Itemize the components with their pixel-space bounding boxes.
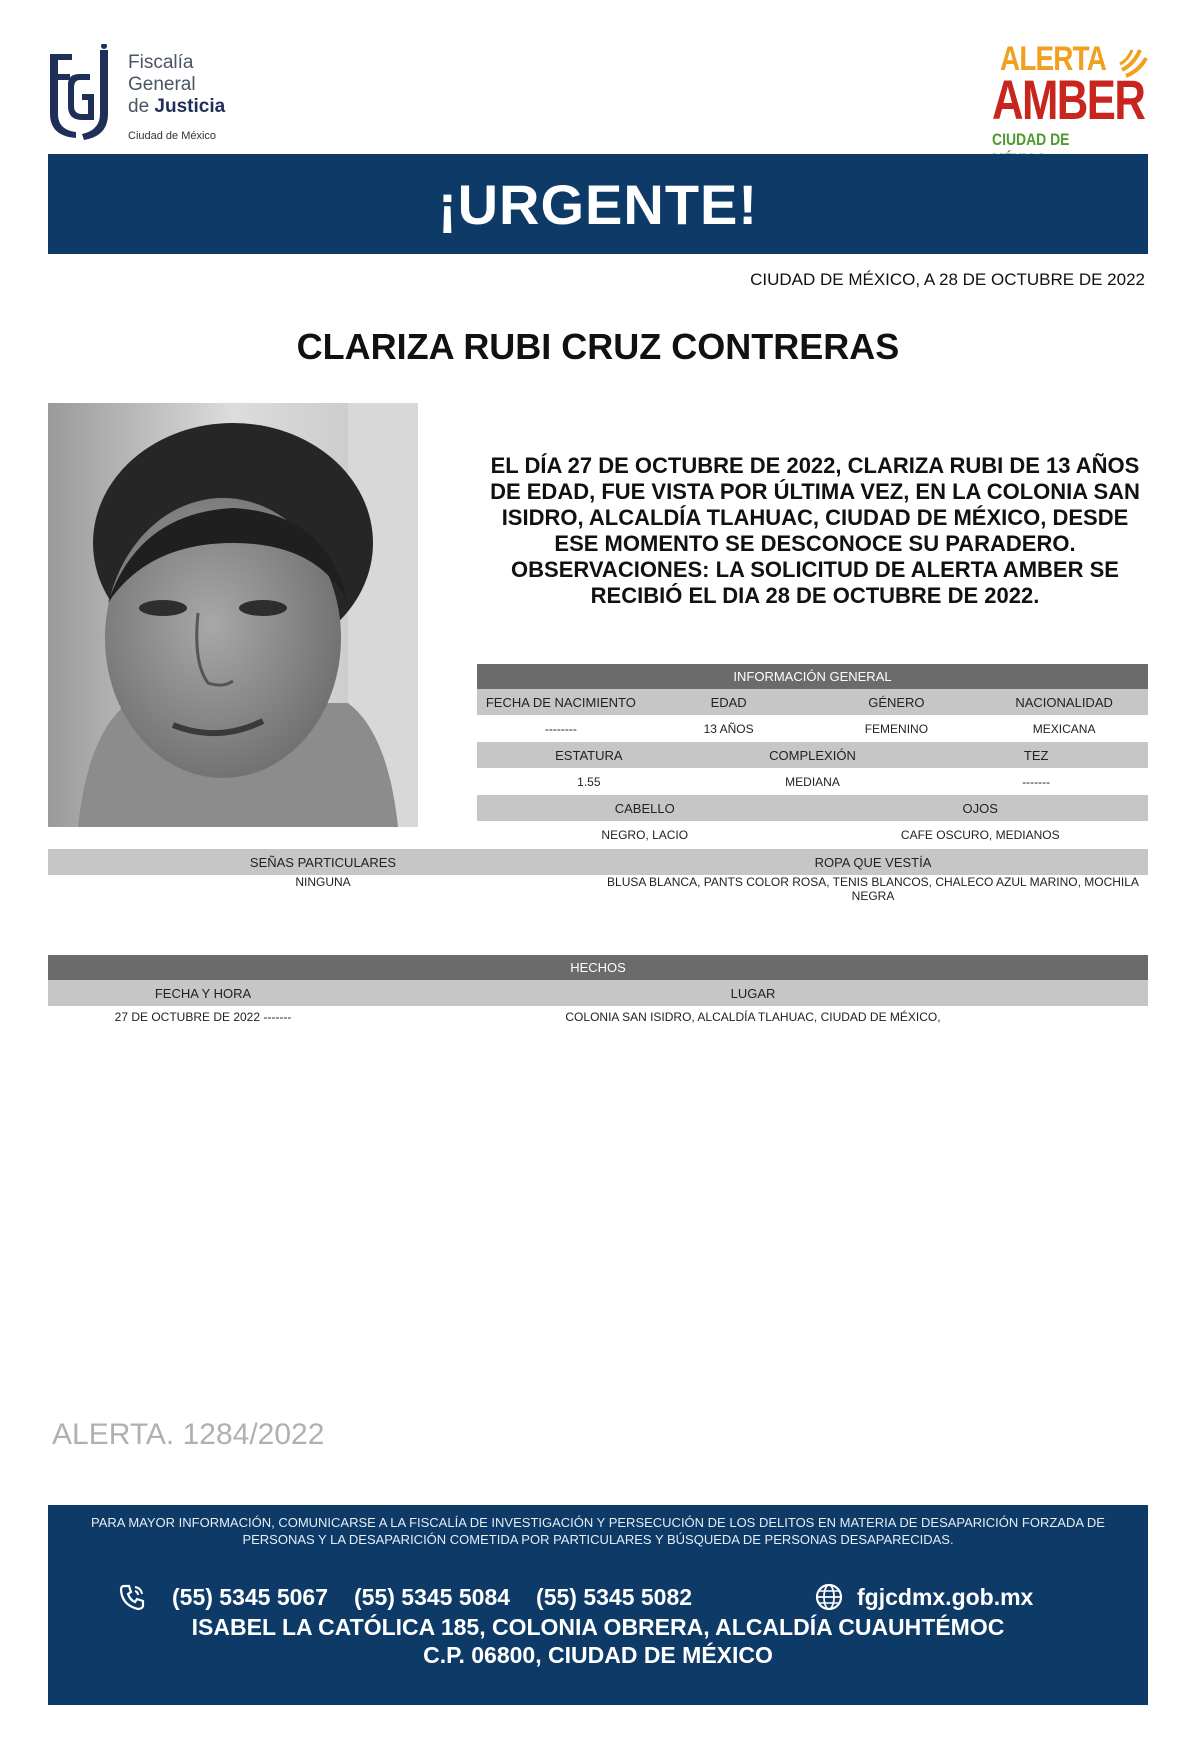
facts-title: HECHOS: [48, 955, 1148, 980]
general-info-title: INFORMACIÓN GENERAL: [477, 664, 1148, 689]
header-particular-signs: SEÑAS PARTICULARES: [249, 854, 397, 870]
general-info-header-row-2: [477, 742, 1148, 768]
alert-number: ALERTA. 1284/2022: [52, 1418, 325, 1451]
value-skin: -------: [1022, 774, 1051, 789]
facts-table: [48, 955, 1148, 1028]
value-age: 13 AÑOS: [703, 721, 754, 736]
phone-icon: [118, 1583, 146, 1611]
facts-value-row: [48, 1006, 1148, 1028]
header-nationality: NACIONALIDAD: [1015, 694, 1113, 710]
header-age: EDAD: [710, 694, 747, 710]
address-line-2: C.P. 06800, CIUDAD DE MÉXICO: [423, 1642, 773, 1668]
facts-header-row: [48, 980, 1148, 1006]
header-height: ESTATURA: [555, 747, 623, 763]
globe-icon: [813, 1581, 845, 1613]
person-name: CLARIZA RUBI CRUZ CONTRERAS: [296, 326, 900, 367]
amber-logo-top: ALERTA: [1000, 40, 1107, 78]
header-skin: TEZ: [1023, 747, 1049, 763]
website-link[interactable]: fgjcdmx.gob.mx: [857, 1583, 1034, 1610]
header-clothing: ROPA QUE VESTÍA: [814, 854, 932, 870]
features-value-row: [48, 875, 1148, 902]
value-gender: FEMENINO: [864, 721, 929, 736]
fgj-subtitle: Ciudad de México: [128, 130, 217, 142]
amber-logo-mid: AMBER: [992, 68, 1145, 131]
fgj-logo: [46, 44, 246, 144]
value-height: 1.55: [577, 774, 601, 789]
value-nationality: MEXICANA: [1032, 721, 1096, 736]
value-date-time: 27 DE OCTUBRE DE 2022 -------: [114, 1010, 292, 1024]
header-place: LUGAR: [730, 985, 776, 1001]
value-eyes: CAFE OSCURO, MEDIANOS: [900, 827, 1060, 842]
portrait-image: [48, 403, 418, 827]
date-line: CIUDAD DE MÉXICO, A 28 DE OCTUBRE DE 2022: [750, 270, 1145, 289]
header-date-time: FECHA Y HORA: [154, 985, 252, 1001]
header-hair: CABELLO: [614, 800, 675, 816]
header-build: COMPLEXIÓN: [769, 747, 856, 763]
value-build: MEDIANA: [785, 774, 840, 789]
address: [48, 1613, 1148, 1669]
value-clothing: BLUSA BLANCA, PANTS COLOR ROSA, TENIS BLANCOS, CHALECO AZUL MARINO, MOCHILA NEGRA: [607, 875, 1139, 903]
phone-list: [118, 1583, 692, 1611]
general-info-table: [477, 664, 1148, 848]
general-info-header-row-3: [477, 795, 1148, 821]
contact-footer: [48, 1505, 1148, 1705]
website: [813, 1581, 1033, 1613]
fgj-name: Fiscalía General de Justicia: [128, 52, 226, 117]
amber-logo-bottom: CIUDAD DE: [992, 130, 1070, 149]
phone-number-3[interactable]: (55) 5345 5082: [536, 1583, 693, 1610]
value-birthdate: --------: [544, 721, 577, 736]
phone-number-2[interactable]: (55) 5345 5084: [354, 1583, 511, 1610]
person-photo: [48, 403, 418, 827]
general-info-header-row-1: [477, 689, 1148, 715]
general-info-value-row-3: [477, 821, 1148, 848]
value-place: COLONIA SAN ISIDRO, ALCALDÍA TLAHUAC, CIUDAD DE MÉXICO,: [565, 1010, 941, 1024]
fgj-emblem-icon: [46, 44, 120, 144]
general-info-value-row-2: [477, 768, 1148, 795]
value-hair: NEGRO, LACIO: [601, 827, 689, 842]
features-header-row: [48, 849, 1148, 875]
address-line-1: ISABEL LA CATÓLICA 185, COLONIA OBRERA, ALCALDÍA CUAUHTÉMOC: [191, 1614, 1005, 1640]
footer-note: PARA MAYOR INFORMACIÓN, COMUNICARSE A LA FISCALÍA DE INVESTIGACIÓN Y PERSECUCIÓN DE LOS DELITOS EN MATERIA DE DESAPARICIÓN FORZADA DE PERSONAS Y LA DESAPARICIÓN COMETIDA POR PARTICULARES Y BÚSQUEDA DE PERSONAS DESAPARECIDAS.: [91, 1515, 1105, 1547]
urgent-title: ¡URGENTE!: [437, 172, 759, 236]
phone-number-1[interactable]: (55) 5345 5067: [172, 1583, 329, 1610]
header-gender: GÉNERO: [868, 694, 925, 710]
value-particular-signs: NINGUNA: [295, 875, 351, 889]
header-eyes: OJOS: [962, 800, 998, 816]
alerta-amber-logo: [990, 40, 1150, 150]
general-info-value-row-1: [477, 715, 1148, 742]
header-birthdate: FECHA DE NACIMIENTO: [485, 694, 636, 710]
urgent-banner: [48, 154, 1148, 254]
case-description: EL DÍA 27 DE OCTUBRE DE 2022, CLARIZA RUBI DE 13 AÑOS DE EDAD, FUE VISTA POR ÚLTIMA VEZ, EN LA COLONIA SAN ISIDRO, ALCALDÍA TLAHUAC, CIUDAD DE MÉXICO, DESDE ESE MOMENTO SE DESCONOCE SU PARADERO. OBSERVACIONES: LA SOLICITUD DE ALERTA AMBER SE RECIBIÓ EL DIA 28 DE OCTUBRE DE 2022.: [490, 453, 1140, 608]
